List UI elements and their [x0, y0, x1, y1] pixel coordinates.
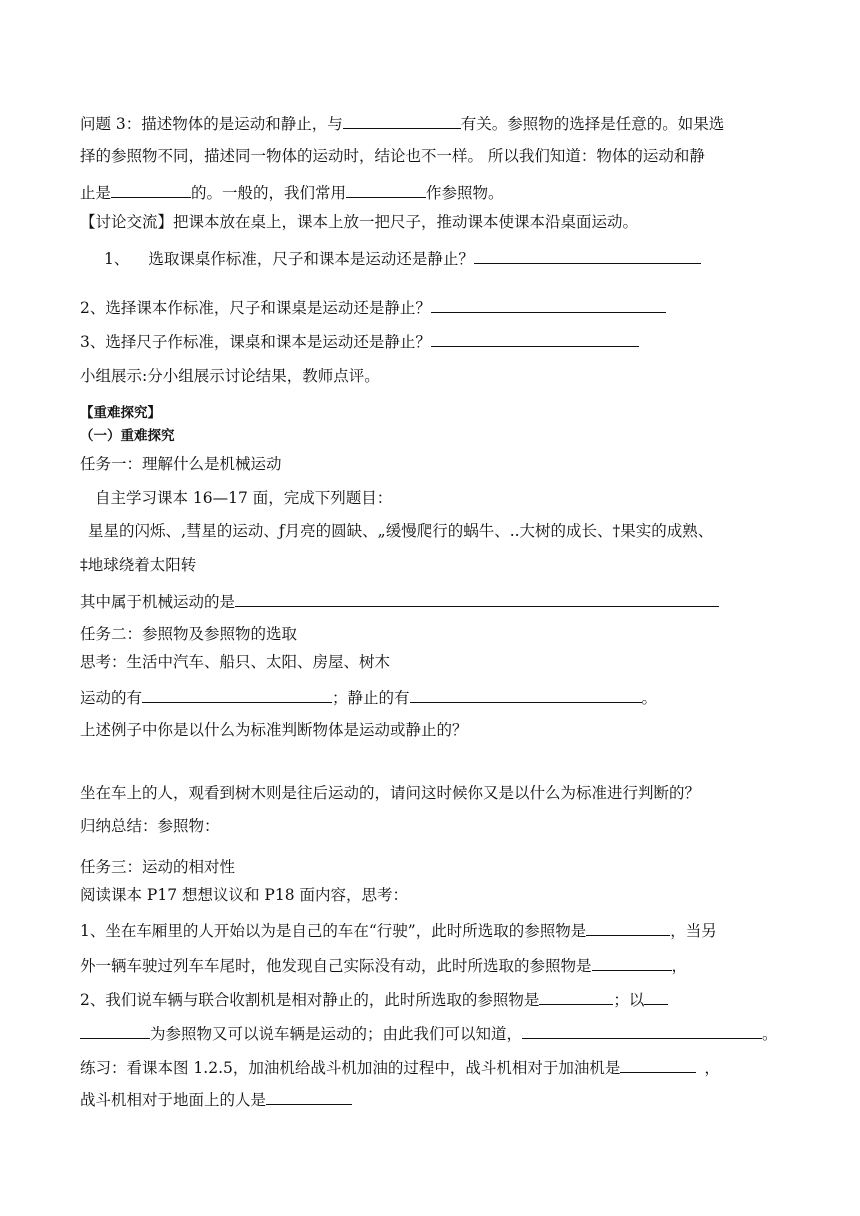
q1-text-a: 1、坐在车厢里的人开始以为是自己的车在“行驶”，此时所选取的参照物是 [80, 922, 587, 940]
answer-blank [142, 686, 332, 703]
answer-blank [644, 988, 668, 1005]
question-text: 其中属于机械运动的是 [80, 593, 236, 611]
answer-blank [586, 919, 670, 936]
exercise-line-2 [80, 1088, 352, 1110]
answer-blank [620, 1056, 696, 1073]
answer-blank [343, 112, 461, 129]
moving-label: 运动的有 [80, 689, 143, 707]
item-text: 3、选择尺子作标准，课桌和课本是运动还是静止？ [80, 333, 431, 351]
q1-text-b: ，当另 [670, 922, 717, 940]
discussion-item-3 [80, 330, 639, 352]
relativity-q2-line-2 [80, 1022, 778, 1044]
relativity-q1-line-1 [80, 919, 717, 941]
exercise-text-b: ， [704, 1059, 720, 1077]
item-number: 1、 [104, 250, 130, 268]
answer-blank [80, 1022, 150, 1039]
item-text: 选取课桌作标准，尺子和课本是运动还是静止？ [148, 250, 474, 268]
relativity-q2-line-1 [80, 988, 668, 1010]
answer-blank [235, 590, 719, 607]
question-3-line-1 [80, 112, 724, 134]
discussion-item-1 [104, 247, 701, 269]
car-trees-question: 坐在车上的人，观看到树木则是往后运动的，请问这时候你又是以什么为标准进行判断的？ [80, 784, 701, 802]
question-3-line-2: 择的参照物不同，描述同一物体的运动时，结论也不一样。 所以我们知道：物体的运动和静 [80, 147, 705, 165]
relativity-q1-line-2 [80, 954, 687, 976]
examples-line-2: ‡地球绕着太阳转 [80, 556, 197, 574]
question-3-line-3 [80, 181, 504, 203]
task-2-title: 任务二：参照物及参照物的选取 [80, 625, 298, 643]
discussion-heading: 【讨论交流】把课本放在桌上，课本上放一把尺子，推动课本使课本沿桌面运动。 [80, 213, 639, 231]
q2-text-d: 。 [762, 1025, 778, 1043]
reading-instruction: 阅读课本 P17 想想议议和 P18 面内容，思考： [80, 886, 409, 904]
subsection-title: （一）重难探究 [80, 428, 175, 444]
answer-blank [474, 247, 701, 264]
item-text: 2、选择课本作标准，尺子和课桌是运动还是静止？ [80, 299, 431, 317]
answer-blank [410, 686, 642, 703]
answer-blank [431, 296, 666, 313]
exercise-text-a: 练习：看课本图 1.2.5，加油机给战斗机加油的过程中，战斗机相对于加油机是 [80, 1059, 621, 1077]
answer-blank [522, 1022, 762, 1039]
answer-blank [592, 954, 672, 971]
standard-question: 上述例子中你是以什么为标准判断物体是运动或静止的？ [80, 721, 468, 739]
self-study-instruction: 自主学习课本 16—17 面，完成下列题目： [95, 489, 393, 507]
task-1-title: 任务一：理解什么是机械运动 [80, 455, 282, 473]
moving-static-line [80, 686, 657, 708]
exercise-text-c: 战斗机相对于地面上的人是 [80, 1091, 267, 1109]
q3-text-e: 作参照物。 [426, 184, 504, 202]
answer-blank [346, 181, 426, 198]
q3-text-b: 有关。参照物的选择是任意的。如果选 [460, 115, 725, 133]
q1-text-c: 外一辆车驶过列车车尾时，他发现自己实际没有动，此时所选取的参照物是 [80, 957, 592, 975]
q2-text-b: ；以 [613, 991, 645, 1009]
exercise-line-1 [80, 1056, 720, 1078]
q3-text-d: 的。一般的，我们常用 [191, 184, 347, 202]
q2-text-a: 2、我们说车辆与联合收割机是相对静止的，此时所选取的参照物是 [80, 991, 540, 1009]
answer-blank [111, 181, 191, 198]
answer-blank [266, 1088, 352, 1105]
mechanical-motion-question [80, 590, 719, 612]
examples-line-1: 星星的闪烁、‚彗星的运动、ƒ月亮的圆缺、„缓慢爬行的蜗牛、..大树的成长、†果实的成熟、 [88, 522, 714, 540]
q3-text-a: 问题 3：描述物体的是运动和静止，与 [80, 115, 343, 133]
answer-blank [539, 988, 613, 1005]
discussion-item-2 [80, 296, 666, 318]
q1-text-d: ， [671, 957, 688, 975]
think-prompt: 思考：生活中汽车、船只、太阳、房屋、树木 [80, 653, 391, 671]
summary-line: 归纳总结：参照物： [80, 817, 220, 835]
static-label: ；静止的有 [332, 689, 410, 707]
period: 。 [641, 689, 658, 707]
task-3-title: 任务三：运动的相对性 [80, 858, 236, 876]
answer-blank [431, 330, 639, 347]
group-display: 小组展示:分小组展示讨论结果，教师点评。 [80, 367, 380, 385]
q3-text-c: 止是 [80, 184, 112, 202]
section-title: 【重难探究】 [80, 405, 161, 421]
q2-text-c: 为参照物又可以说车辆是运动的；由此我们可以知道， [150, 1025, 523, 1043]
